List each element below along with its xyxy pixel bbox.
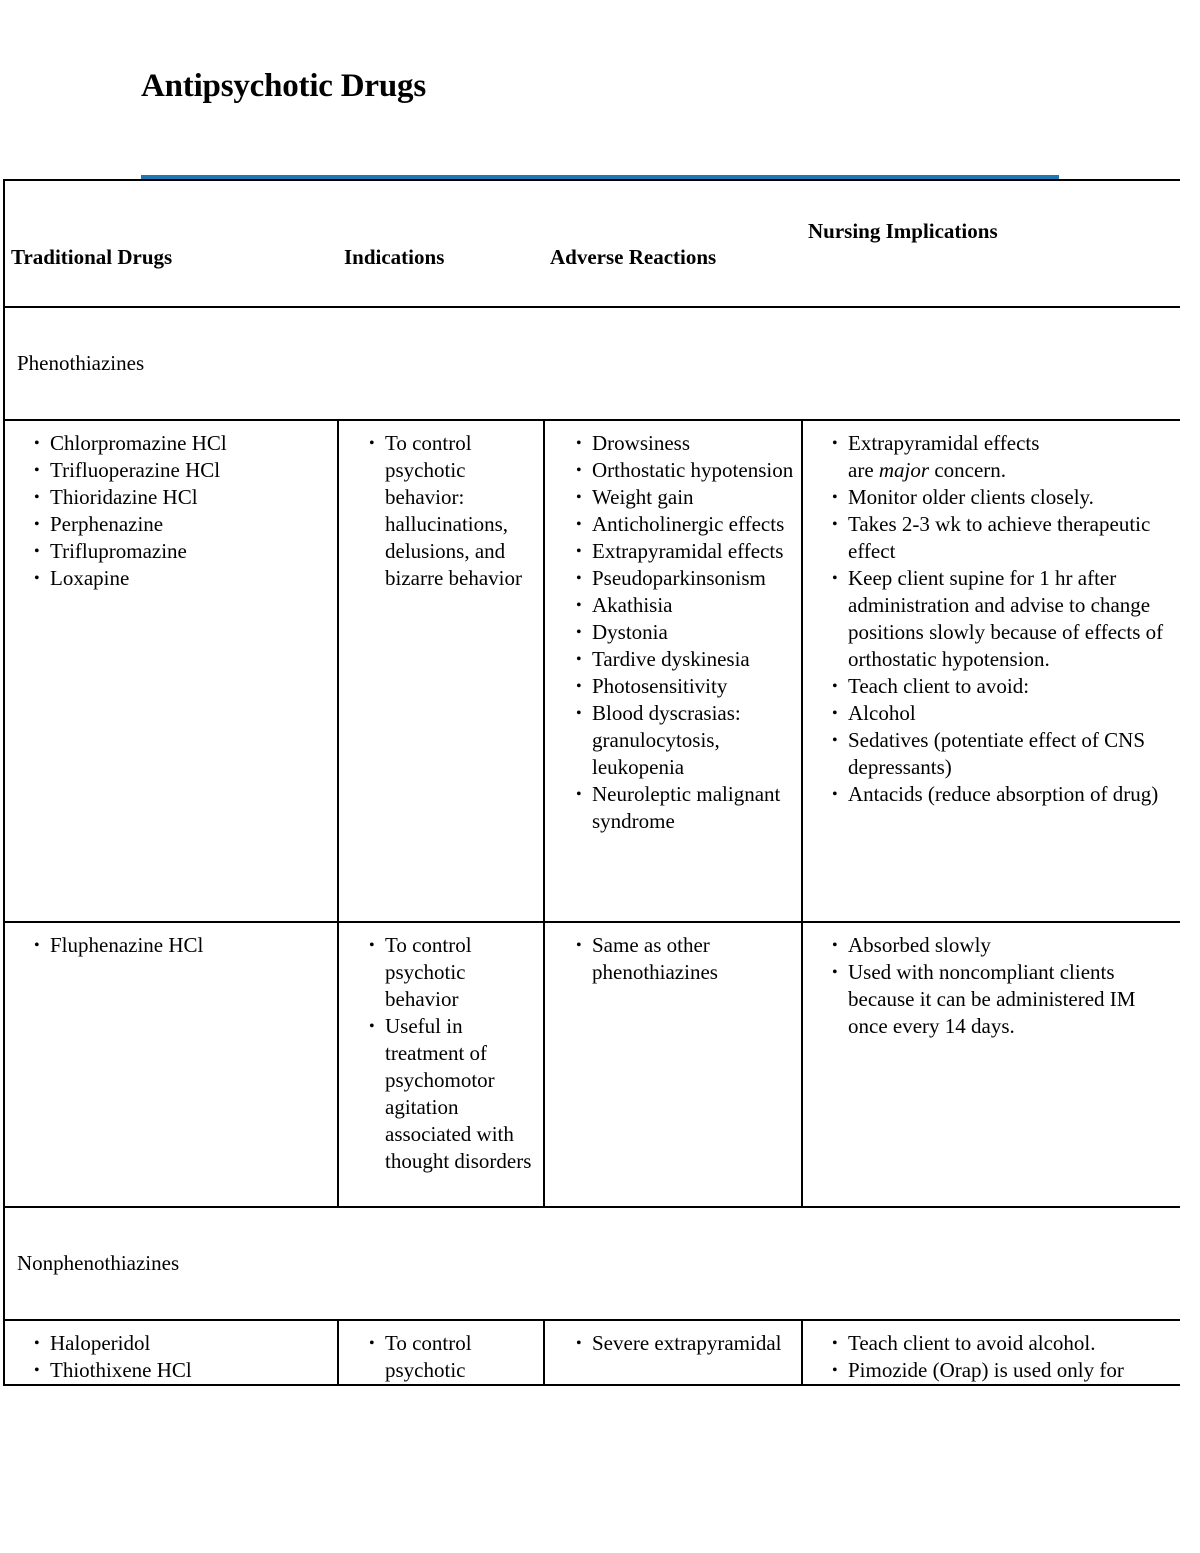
list-item: • Absorbed slowly (832, 932, 1176, 959)
list-item: • Used with noncompliant clients because it can be administered IM once every 14 days. (832, 959, 1176, 1040)
list-item: • Blood dyscrasias: granulocytosis, leukopenia (576, 700, 797, 781)
list-item: • Perphenazine (34, 511, 333, 538)
adverse-reaction-list (545, 1321, 801, 1357)
list-item: • Alcohol (832, 700, 1176, 727)
list-item: • Pimozide (Orap) is used only for (832, 1357, 1176, 1384)
list-item: • Drowsiness (576, 430, 797, 457)
table-row (4, 420, 1180, 922)
list-item: • Thiothixene HCl (34, 1357, 333, 1384)
list-item: • Orthostatic hypotension (576, 457, 797, 484)
nursing-implication-list (803, 1321, 1180, 1384)
list-item: • Pseudoparkinsonism (576, 565, 797, 592)
list-item: • Dystonia (576, 619, 797, 646)
emphasis-text: major (878, 458, 930, 482)
indication-list (339, 421, 543, 592)
list-item: • Keep client supine for 1 hr after administration and advise to change positions slowly because of effects of orthostatic hypotension. (832, 565, 1176, 673)
list-item: • Chlorpromazine HCl (34, 430, 333, 457)
list-item: • Neuroleptic malignant syndrome (576, 781, 797, 835)
list-item: • Severe extrapyramidal (576, 1330, 797, 1357)
drug-list (5, 421, 337, 592)
page-title: Antipsychotic Drugs (141, 68, 426, 104)
list-item: • Monitor older clients closely. (832, 484, 1176, 511)
list-item: • Anticholinergic effects (576, 511, 797, 538)
list-item: • To control psychotic behavior: hallucinations, delusions, and bizarre behavior (369, 430, 539, 592)
list-item: • Triflupromazine (34, 538, 333, 565)
adverse-reaction-list (545, 421, 801, 835)
header-nursing-implications: Nursing Implications (808, 219, 998, 243)
list-item: • Fluphenazine HCl (34, 932, 333, 959)
list-item (832, 430, 1176, 484)
header-indications: Indications (344, 245, 445, 269)
table-row (4, 922, 1180, 1207)
indication-list (339, 923, 543, 1175)
list-item: • Same as other phenothiazines (576, 932, 797, 986)
list-item: • Thioridazine HCl (34, 484, 333, 511)
list-item: • Teach client to avoid: (832, 673, 1176, 700)
table-header-row (4, 180, 1180, 307)
list-item-text: Extrapyramidal effects (848, 431, 1040, 455)
list-item: • Teach client to avoid alcohol. (832, 1330, 1176, 1357)
section-label: Phenothiazines (17, 351, 145, 375)
drug-list (5, 923, 337, 959)
list-item: • Extrapyramidal effects (576, 538, 797, 565)
list-item: • Antacids (reduce absorption of drug) (832, 781, 1176, 808)
section-row-phenothiazines (4, 307, 1180, 420)
nursing-implication-list (803, 421, 1180, 808)
drug-table-container (3, 179, 1180, 1391)
indication-list (339, 1321, 543, 1384)
adverse-reaction-list (545, 923, 801, 986)
list-item: • Weight gain (576, 484, 797, 511)
header-adverse-reactions: Adverse Reactions (550, 245, 717, 269)
list-item: • Haloperidol (34, 1330, 333, 1357)
section-label: Nonphenothiazines (17, 1251, 180, 1275)
list-item-text: are (848, 458, 879, 482)
header-traditional-drugs: Traditional Drugs (11, 245, 173, 269)
table-row (4, 1320, 1180, 1385)
list-item: • Tardive dyskinesia (576, 646, 797, 673)
list-item-text: concern. (929, 458, 1007, 482)
list-item: • To control psychotic behavior (369, 932, 539, 1013)
drug-table (3, 179, 1180, 1386)
list-item: • Sedatives (potentiate effect of CNS depressants) (832, 727, 1176, 781)
drug-list (5, 1321, 337, 1384)
list-item: • Useful in treatment of psychomotor agitation associated with thought disorders (369, 1013, 539, 1175)
list-item: • Photosensitivity (576, 673, 797, 700)
nursing-implication-list (803, 923, 1180, 1040)
section-row-nonphenothiazines (4, 1207, 1180, 1320)
list-item: • Trifluoperazine HCl (34, 457, 333, 484)
list-item: • To control psychotic (369, 1330, 539, 1384)
list-item: • Loxapine (34, 565, 333, 592)
list-item: • Takes 2-3 wk to achieve therapeutic effect (832, 511, 1176, 565)
list-item: • Akathisia (576, 592, 797, 619)
